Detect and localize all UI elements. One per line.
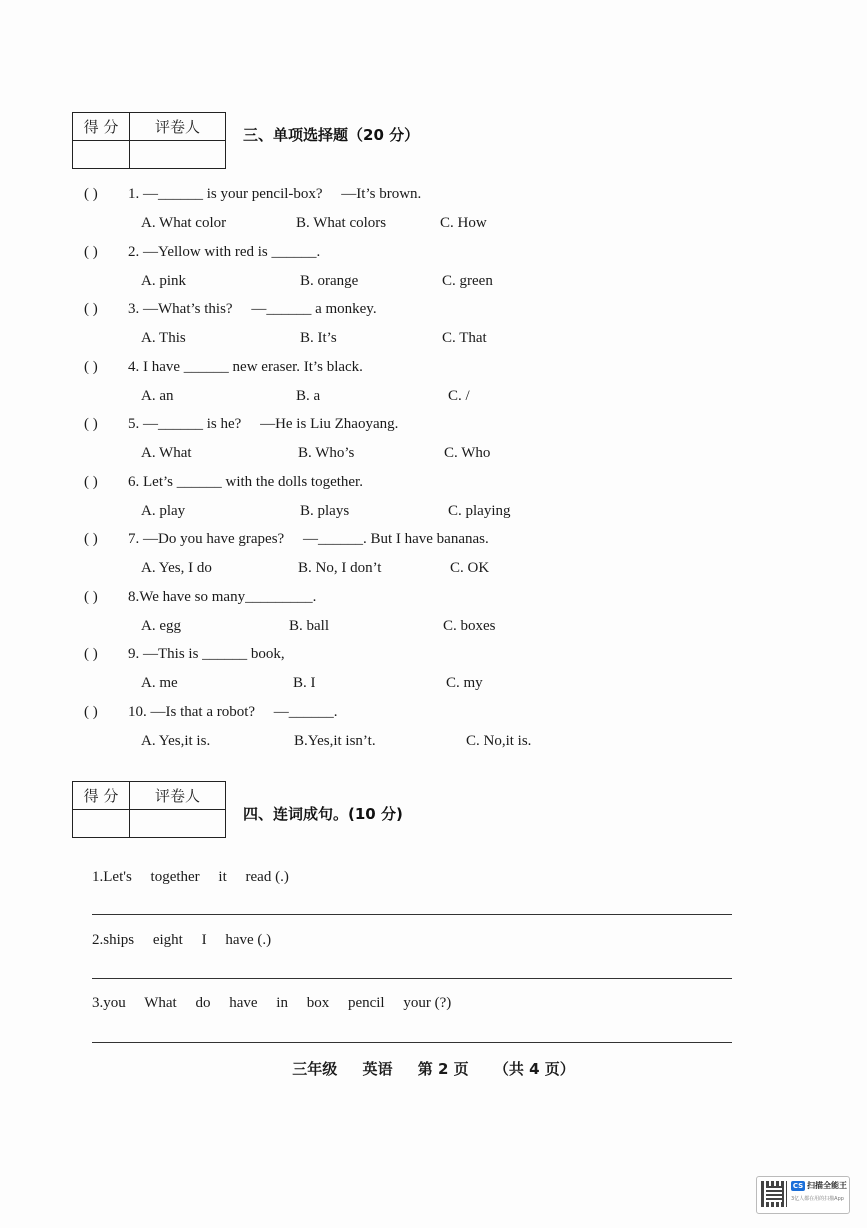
answer-paren[interactable]: ( ) [84,301,98,317]
answer-paren[interactable]: ( ) [84,588,98,605]
scanner-name: 扫描全能王 [807,1181,847,1190]
score-cell [73,141,130,169]
answer-paren[interactable]: ( ) [84,186,98,202]
score-label: 得 分 [73,113,130,141]
option-b[interactable]: B. What colors [296,215,387,231]
option-a[interactable]: A. Yes, I do [141,560,212,576]
footer-total: （共 4 页） [493,1060,575,1078]
answer-line-3[interactable] [92,1042,732,1043]
option-b[interactable]: B. plays [300,502,350,519]
option-c[interactable]: C. / [448,387,470,404]
section4-title: 四、连词成句。(10 分) [243,805,403,823]
option-c[interactable]: C. Who [444,445,491,461]
qr-code-icon [761,1181,787,1207]
question-stem: 2. —Yellow with red is ______. [128,243,321,260]
answer-paren[interactable]: ( ) [84,646,98,662]
footer-subject: 英语 [362,1060,393,1078]
option-b[interactable]: B.Yes,it isn’t. [294,732,376,749]
option-c[interactable]: C. my [446,675,483,691]
option-a[interactable]: A. an [141,387,174,404]
cs-logo-icon: CS [792,1182,804,1190]
reorder-item-3: 3.you What do have in box pencil your (?) [92,995,452,1011]
option-a[interactable]: A. What color [141,215,227,231]
option-a[interactable]: A. play [141,502,186,519]
option-b[interactable]: B. ball [289,617,329,634]
answer-paren[interactable]: ( ) [84,243,98,260]
reorder-item-1: 1.Let's together it read (.) [92,869,289,885]
option-b[interactable]: B. It’s [300,330,337,346]
scanner-badge [756,1176,850,1214]
question-stem: 3. —What’s this? —______ a monkey. [128,301,377,317]
option-b[interactable]: B. Who’s [298,445,355,461]
section3-title: 三、单项选择题（20 分） [243,126,420,144]
question-stem: 8.We have so many_________. [128,588,317,605]
score-cell [73,810,130,838]
answer-paren[interactable]: ( ) [84,531,98,547]
option-c[interactable]: C. No,it is. [466,732,532,749]
question-stem: 9. —This is ______ book, [128,646,285,662]
option-a[interactable]: A. Yes,it is. [141,732,211,749]
option-b[interactable]: B. a [296,387,321,404]
score-box-section3 [72,112,226,169]
option-c[interactable]: C. OK [450,560,490,576]
option-c[interactable]: C. That [442,330,487,346]
score-box-section4 [72,781,226,838]
option-a[interactable]: A. What [141,445,192,461]
option-a[interactable]: A. me [141,675,178,691]
option-a[interactable]: A. egg [141,617,181,634]
footer-page: 第 2 页 [417,1060,469,1078]
page-footer [0,1058,867,1079]
question-stem: 6. Let’s ______ with the dolls together. [128,473,363,490]
question-stem: 10. —Is that a robot? —______. [128,703,338,720]
option-b[interactable]: B. No, I don’t [298,560,382,576]
option-c[interactable]: C. How [440,215,487,231]
reorder-item-2: 2.ships eight I have (.) [92,932,272,948]
answer-line-2[interactable] [92,978,732,979]
question-stem: 4. I have ______ new eraser. It’s black. [128,358,363,375]
grader-label: 评卷人 [130,782,226,810]
scanner-sub: 3亿人都在用的扫描App [791,1196,844,1202]
question-stem: 7. —Do you have grapes? —______. But I have bananas. [128,531,489,547]
grader-cell [130,141,226,169]
option-c[interactable]: C. green [442,272,493,289]
answer-paren[interactable]: ( ) [84,473,98,490]
option-b[interactable]: B. orange [300,272,359,289]
question-stem: 5. —______ is he? —He is Liu Zhaoyang. [128,416,399,432]
footer-grade: 三年级 [292,1060,338,1078]
option-a[interactable]: A. This [141,330,186,346]
question-stem: 1. —______ is your pencil-box? —It’s brown. [128,186,422,202]
score-label: 得 分 [73,782,130,810]
answer-paren[interactable]: ( ) [84,416,98,432]
option-b[interactable]: B. I [293,675,316,691]
option-c[interactable]: C. playing [448,502,511,519]
option-a[interactable]: A. pink [141,272,186,289]
grader-label: 评卷人 [130,113,226,141]
answer-paren[interactable]: ( ) [84,358,98,375]
answer-line-1[interactable] [92,914,732,915]
grader-cell [130,810,226,838]
answer-paren[interactable]: ( ) [84,703,98,720]
option-c[interactable]: C. boxes [443,617,496,634]
